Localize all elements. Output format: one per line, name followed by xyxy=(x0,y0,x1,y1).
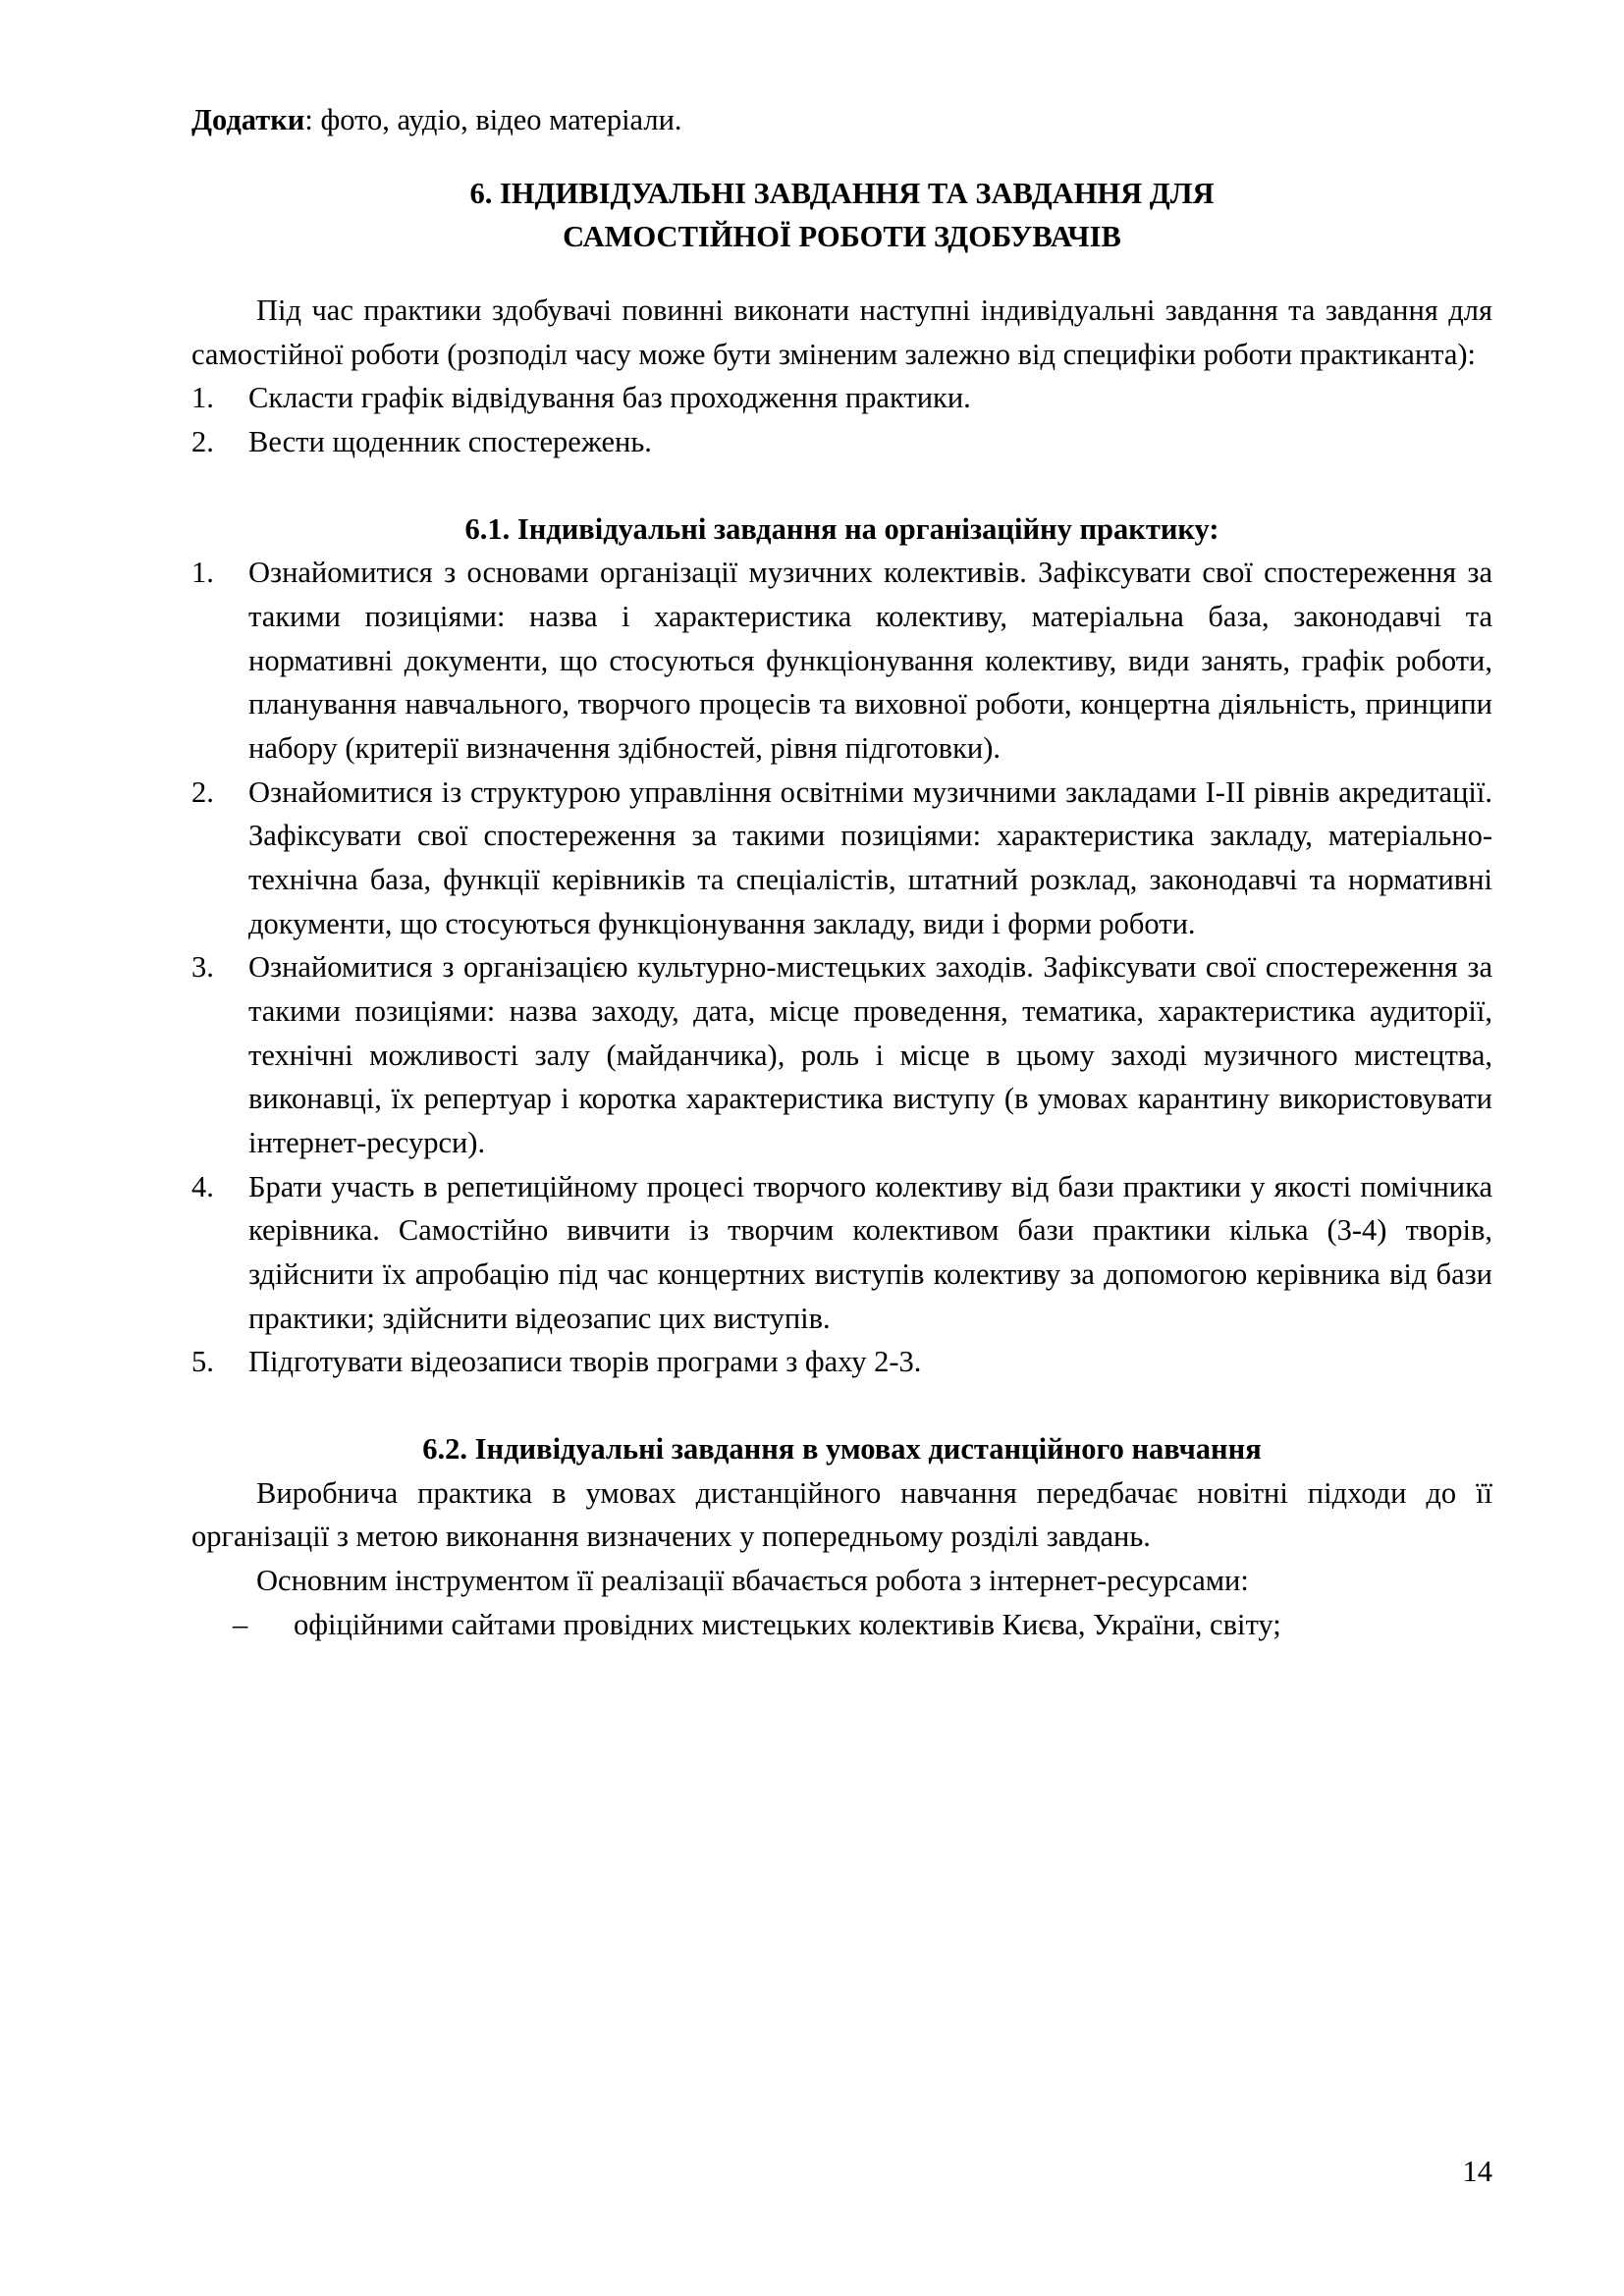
list-item-text: Вести щоденник спостережень. xyxy=(248,425,652,459)
spacer xyxy=(191,1384,1492,1427)
list-item-number: 2. xyxy=(191,774,214,809)
list-item-number: 3. xyxy=(191,950,214,985)
list-item-number: 2. xyxy=(191,425,214,459)
list-item-number: 5. xyxy=(191,1345,214,1379)
list-item-text: Ознайомитися з організацією культурно-мистецьких заходів. Зафіксувати свої спостереження за такими позиціями: назва заходу, дата, місце проведення, тематика, характеристика аудиторії, технічні можливості залу (майданчика), роль і місце в цьому заході музичного мистецтва, виконавці, їх репертуар і коротка характеристика виступу (в умовах карантину використовувати інтернет-ресурси). xyxy=(248,950,1492,1160)
section-6-2-bullet-list xyxy=(191,1603,1492,1647)
appendices-label: Додатки xyxy=(191,103,305,136)
list-item-text: Скласти графік відвідування баз проходження практики. xyxy=(248,381,971,415)
section-6-heading-line-1: 6. ІНДИВІДУАЛЬНІ ЗАВДАННЯ ТА ЗАВДАННЯ ДЛЯ xyxy=(469,176,1215,210)
list-item-text: Ознайомитися з основами організації музичних колективів. Зафіксувати свої спостереження за такими позиціями: назва і характеристика колективу, матеріальна база, законодавчі та нормативні документи, що стосуються функціонування колективу, види занять, графік роботи, планування навчального, творчого процесів та виховної роботи, концертна діяльність, принципи набору (критерії визначення здібностей, рівня підготовки). xyxy=(248,556,1492,766)
list-item xyxy=(191,1340,1492,1384)
spacer xyxy=(191,464,1492,507)
section-6-2-heading: 6.2. Індивідуальні завдання в умовах дистанційного навчання xyxy=(422,1432,1262,1467)
list-item xyxy=(191,420,1492,464)
section-6-2-paragraph-2: Основним інструментом її реалізації вбачається робота з інтернет-ресурсами: xyxy=(256,1564,1249,1598)
spacer xyxy=(191,259,1492,289)
list-item-text: Ознайомитися із структурою управління освітніми музичними закладами І-ІІ рівнів акредитації. Зафіксувати свої спостереження за такими позиціями: характеристика закладу, матеріально-технічна база, функції керівників та спеціалістів, штатний розклад, законодавчі та нормативні документи, що стосуються функціонування закладу, види і форми роботи. xyxy=(248,774,1492,940)
list-item xyxy=(191,376,1492,420)
list-item xyxy=(191,771,1492,946)
list-item-number: 1. xyxy=(191,556,214,590)
section-6-1-list xyxy=(191,551,1492,1384)
section-6-heading-line-2: САМОСТІЙНОЇ РОБОТИ ЗДОБУВАЧІВ xyxy=(563,220,1121,254)
appendices-line xyxy=(191,98,1492,142)
spacer xyxy=(191,142,1492,172)
dash-bullet-icon: – xyxy=(233,1607,248,1641)
page-number: 14 xyxy=(1462,2154,1492,2188)
list-item xyxy=(191,945,1492,1164)
appendices-rest: : фото, аудіо, відео матеріали. xyxy=(304,103,682,136)
list-item-text: Підготувати відеозаписи творів програми з фаху 2-3. xyxy=(248,1345,922,1379)
list-item xyxy=(191,551,1492,770)
list-item-number: 4. xyxy=(191,1169,214,1203)
section-6-1-heading: 6.1. Індивідуальні завдання на організаційну практику: xyxy=(464,511,1219,546)
section-6-2-paragraph-1: Виробнича практика в умовах дистанційного навчання передбачає новітні підходи до її організації з метою виконання визначених у попередньому розділі завдань. xyxy=(191,1475,1492,1554)
list-item xyxy=(191,1165,1492,1341)
section-6-intro-list xyxy=(191,376,1492,463)
list-item xyxy=(233,1603,1492,1647)
list-item-text: офіційними сайтами провідних мистецьких колективів Києва, України, світу; xyxy=(294,1607,1281,1641)
list-item-text: Брати участь в репетиційному процесі творчого колективу від бази практики у якості помічника керівника. Самостійно вивчити із творчим колективом бази практики кілька (3-4) творів, здійснити їх апробацію під час концертних виступів колективу за допомогою керівника від бази практики; здійснити відеозапис цих виступів. xyxy=(248,1169,1492,1335)
list-item-number: 1. xyxy=(191,381,214,415)
page-content xyxy=(191,98,1492,1647)
section-6-intro-paragraph: Під час практики здобувачі повинні виконати наступні індивідуальні завдання та завдання для самостійної роботи (розподіл часу може бути зміненим залежно від специфіки роботи практиканта): xyxy=(191,294,1492,371)
